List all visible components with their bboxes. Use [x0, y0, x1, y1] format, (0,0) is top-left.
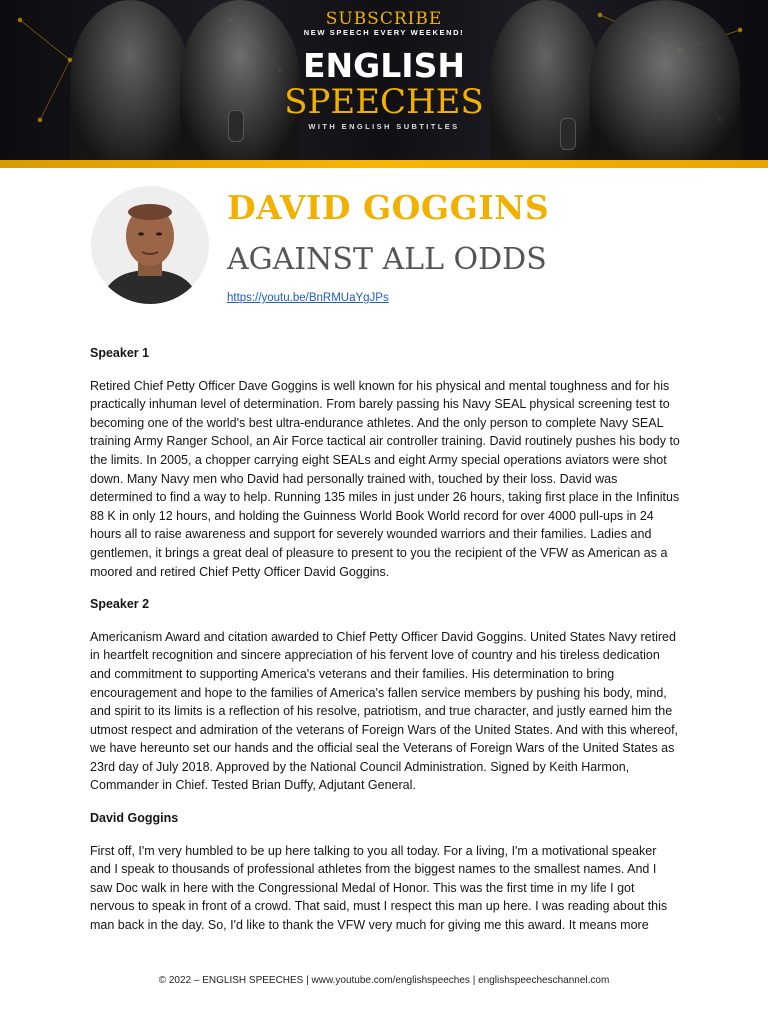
speaker-name: Speaker 1 — [90, 346, 150, 360]
channel-logo[interactable] — [284, 10, 484, 131]
page-footer: © 2022 – ENGLISH SPEECHES | www.youtube.com/englishspeeches | englishspeecheschannel.com — [158, 975, 610, 986]
speaker-name: Speaker 2 — [90, 597, 150, 612]
page-subtitle: AGAINST ALL ODDS — [227, 242, 547, 277]
banner-divider — [0, 160, 768, 168]
portrait-silhouette — [490, 0, 600, 160]
speech-paragraph: Americanism Award and citation awarded to Chief Petty Officer David Goggins. United States Navy retired in heartfelt recognition and sincere appreciation of his fervent love of country and his tireless dedication and commitment to supporting America's veterans and their families. His determination to bring encouragement and hope to the families of America's fallen service members by pushing his body, mind, and spirit to its limits is a reflection of his resolve, patriotism, and true character, and justly earned him the utmost respect and admiration of the veterans of Foreign Wars of the United States. And with this whereof, we have hereunto set our hands and the official seal the Veterans of Foreign Wars of the United States as 23rd day of July 2018. Approved by the National Council Administration. Signed by Keith Harmon, Commander in Chief. Tested Brian Duffy, Adjutant General. — [90, 629, 679, 793]
new-speech-tagline: NEW SPEECH EVERY WEEKEND! — [303, 28, 465, 37]
speaker-avatar — [91, 186, 209, 304]
subscribe-label: SUBSCRIBE — [325, 9, 443, 29]
speech-paragraph: First off, I'm very humbled to be up here talking to you all today. For a living, I'm a motivational speaker and I speak to thousands of professional athletes from the biggest names to the smallest names. And I saw Doc walk in here with the Congressional Medal of Honor. This was the first time in my life I got nervous to speak in front of a crowd. That said, must I respect this man up here. I was reading about this man back in the day. So, I'd like to thank the VFW very much for giving me this award. It means more — [90, 843, 668, 933]
video-link[interactable]: https://youtu.be/BnRMUaYgJPs — [227, 292, 389, 304]
microphone-icon — [228, 110, 244, 142]
logo-subtitle: WITH ENGLISH SUBTITLES — [308, 122, 460, 131]
portrait-silhouette — [70, 0, 190, 160]
portrait-silhouette — [590, 0, 740, 160]
page-title: DAVID GOGGINS — [227, 188, 550, 227]
speaker-portrait-illustration — [91, 186, 209, 304]
speaker-name: David Goggins — [90, 811, 179, 826]
logo-english: ENGLISH — [303, 46, 465, 85]
speech-paragraph: Retired Chief Petty Officer Dave Goggins is well known for his physical and mental toughness and for his practically inhuman level of determination. From barely passing his Navy SEAL physical screening test to becoming one of the world's best ultra-endurance athletes. And the only person to complete Navy SEAL training Army Ranger School, an Air Force tactical air controller training. David routinely pushes his body to the limits. In 2005, a chopper carrying eight SEALs and eight Army special operations aviators were shot down. Many Navy men who David had personally trained with, touched by their loss. David was determined to find a way to help. Running 135 miles in just under 26 hours, taking first place in the Infinitus 88 K in only 12 hours, and holding the Guinness World Book World record for over 4000 pull-ups in 24 hours all to raise awareness and support for severely wounded warriors and their families. Ladies and gentlemen, it brings a great deal of pleasure to present to you the recipient of the VFW as American as a moored and retired Chief Petty Officer David Goggins. — [90, 378, 680, 579]
logo-speeches: SPEECHES — [284, 82, 484, 122]
transcript — [90, 344, 680, 949]
header-banner — [0, 0, 768, 160]
microphone-icon — [560, 118, 576, 150]
